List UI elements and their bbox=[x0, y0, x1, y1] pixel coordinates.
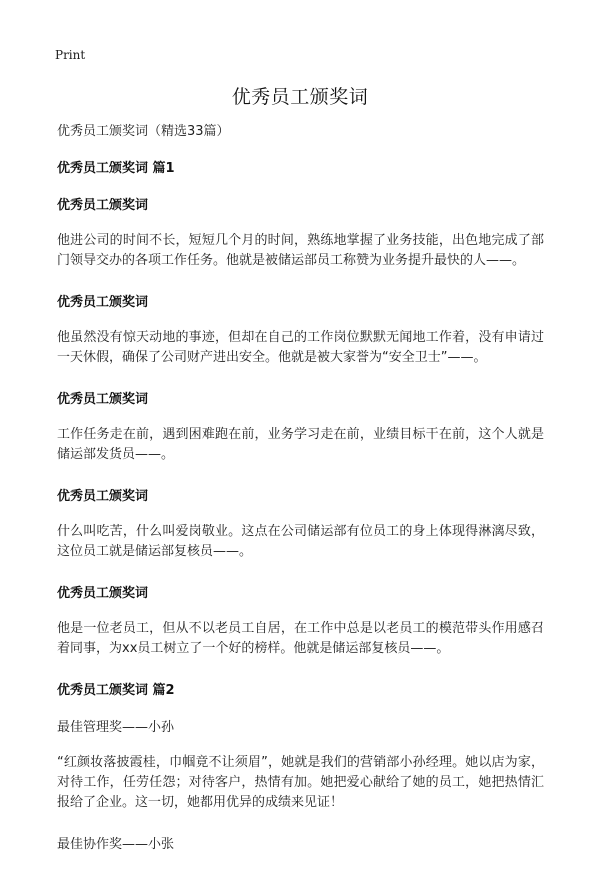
entry-heading: 优秀员工颁奖词 bbox=[57, 586, 149, 601]
entry-paragraph: 什么叫吃苦，什么叫爱岗敬业。这点在公司储运部有位员工的身上体现得淋漓尽致，这位员工就是储运部复核员——。 bbox=[57, 524, 544, 559]
award-paragraph: “红颜妆落披霞桂，巾帼竟不让须眉”，她就是我们的营销部小孙经理。她以店为家，对待工作，任劳任怨；对待客户，热情有加。她把爱心献给了她的员工，她把热情汇报给了企业。这一切，她都用优异的成绩来见证！ bbox=[57, 755, 544, 810]
document-subtitle: 优秀员工颁奖词（精选33篇） bbox=[57, 124, 230, 139]
entry-heading: 优秀员工颁奖词 bbox=[57, 198, 149, 213]
entry-heading: 优秀员工颁奖词 bbox=[57, 392, 149, 407]
entry-paragraph: 他进公司的时间不长，短短几个月的时间，熟练地掌握了业务技能，出色地完成了部门领导交办的各项工作任务。他就是被储运部员工称赞为业务提升最快的人——。 bbox=[57, 233, 544, 268]
document-body bbox=[57, 120, 544, 870]
entry-heading: 优秀员工颁奖词 bbox=[57, 295, 149, 310]
section-heading-part1: 优秀员工颁奖词 篇1 bbox=[57, 161, 175, 176]
award-title: 最佳管理奖——小孙 bbox=[57, 720, 175, 735]
entry-paragraph: 工作任务走在前，遇到困难跑在前，业务学习走在前，业绩目标干在前，这个人就是储运部发货员——。 bbox=[57, 427, 544, 462]
section-heading-part2: 优秀员工颁奖词 篇2 bbox=[57, 683, 175, 698]
award-title: 最佳协作奖——小张 bbox=[57, 837, 175, 852]
print-link[interactable]: Print bbox=[55, 48, 86, 62]
page-title: 优秀员工颁奖词 bbox=[231, 86, 369, 108]
entry-paragraph: 他虽然没有惊天动地的事迹，但却在自己的工作岗位默默无闻地工作着，没有申请过一天休假，确保了公司财产进出安全。他就是被大家誉为“安全卫士”——。 bbox=[57, 330, 544, 365]
entry-paragraph: 他是一位老员工，但从不以老员工自居，在工作中总是以老员工的模范带头作用感召着同事，为xx员工树立了一个好的榜样。他就是储运部复核员——。 bbox=[57, 621, 544, 656]
entry-heading: 优秀员工颁奖词 bbox=[57, 489, 149, 504]
